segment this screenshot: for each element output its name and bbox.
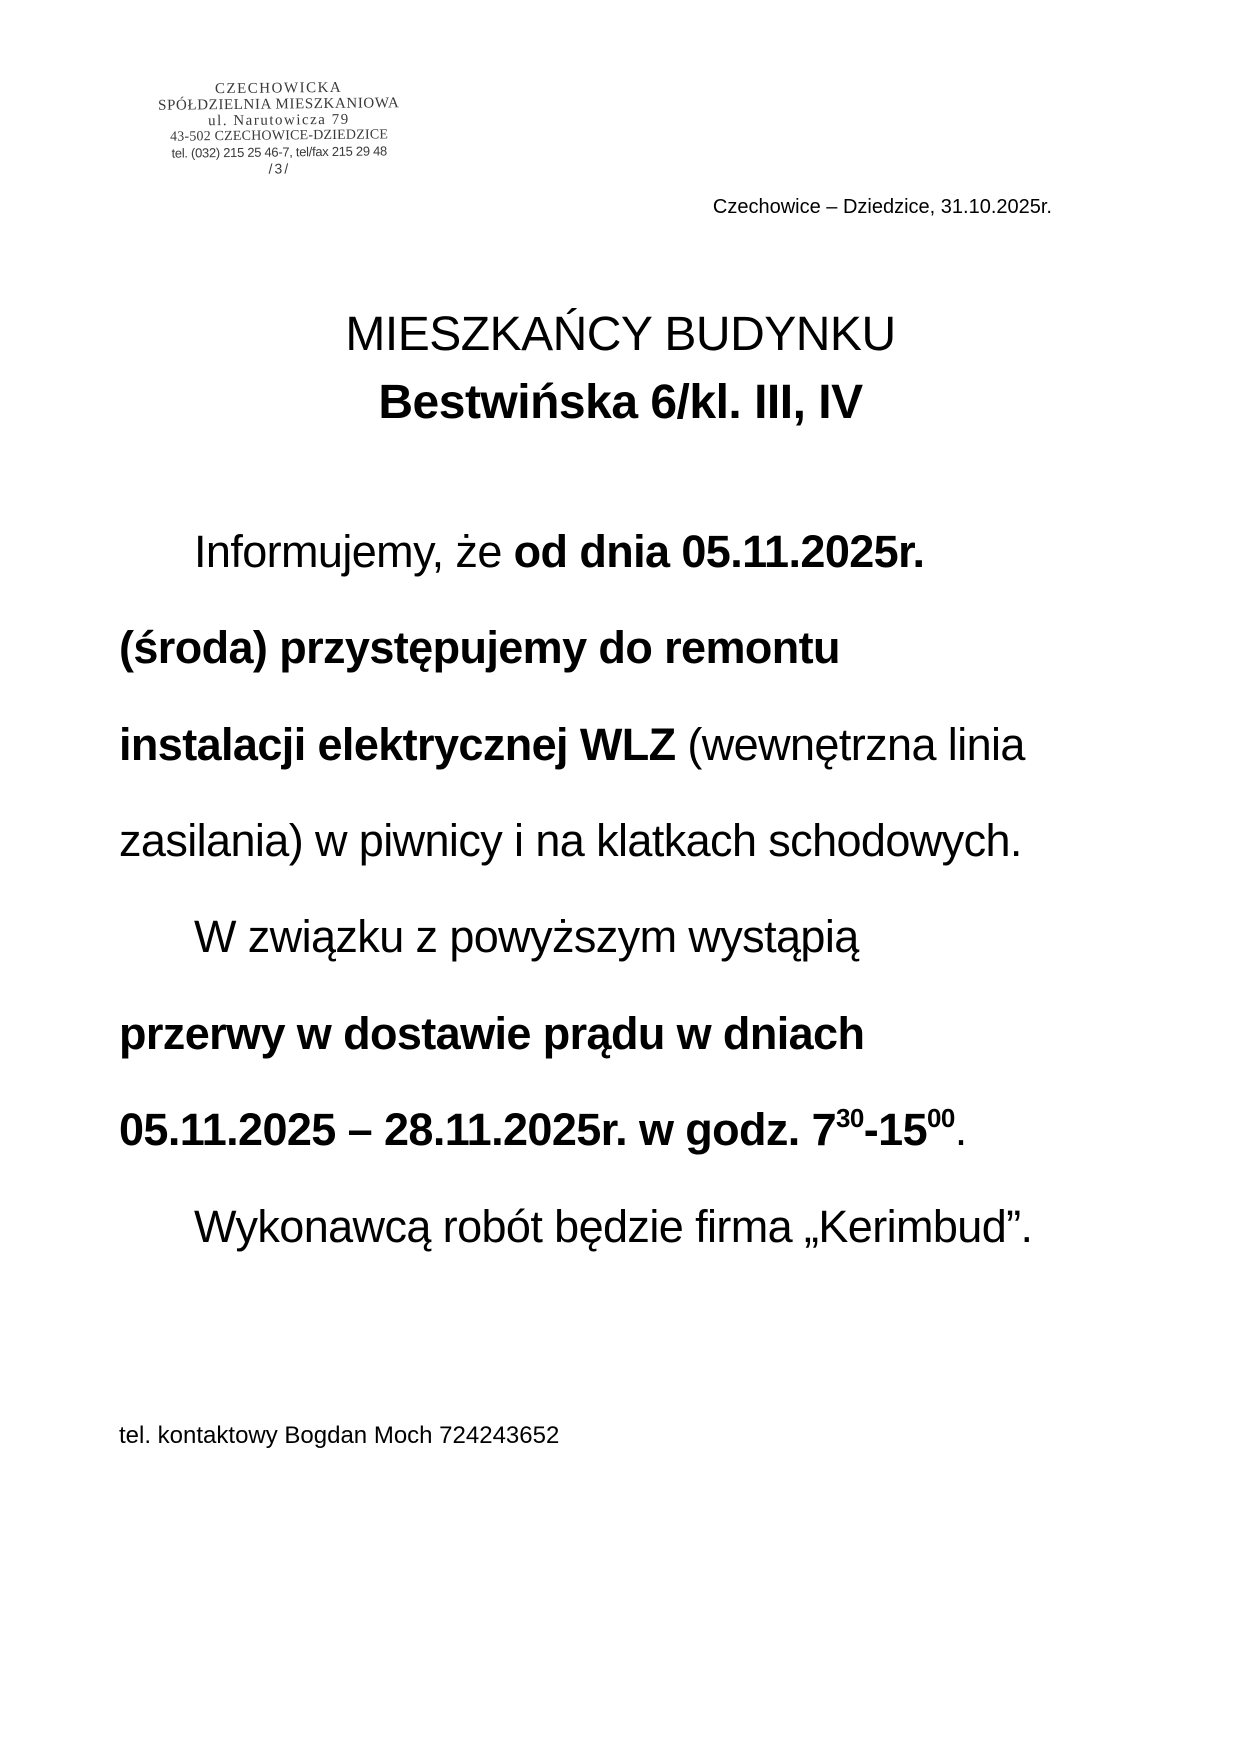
body-line-8 (194, 1201, 1032, 1253)
body-text: (wewnętrzna linia (675, 719, 1025, 770)
body-text-bold: od dnia 05.11.2025r. (513, 526, 925, 577)
hour-superscript-start: 30 (836, 1103, 864, 1133)
body-line-6 (119, 1008, 864, 1060)
body-line-5 (194, 911, 859, 963)
body-text: Wykonawcą robót będzie firma „Kerimbud”. (194, 1201, 1033, 1252)
body-line-4 (119, 815, 1022, 867)
stamp-line-3: ul. Narutowicza 79 (208, 111, 350, 130)
stamp-line-2: SPÓŁDZIELNIA MIESZKANIOWA (158, 95, 400, 114)
contact-phone: tel. kontaktowy Bogdan Moch 724243652 (119, 1422, 560, 1449)
body-text-bold: przerwy w dostawie prądu w dniach (119, 1008, 865, 1059)
document-date: Czechowice – Dziedzice, 31.10.2025r. (712, 196, 1052, 218)
body-text: zasilania) w piwnicy i na klatkach schodowych. (119, 815, 1022, 866)
body-line-2 (119, 622, 840, 674)
body-text: Informujemy, że (194, 526, 514, 577)
body-text-bold: -15 (863, 1104, 928, 1155)
body-line-7 (119, 1104, 967, 1156)
heading-recipients: MIESZKAŃCY BUDYNKU (345, 308, 896, 361)
body-text-bold: (środa) przystępujemy do remontu (119, 622, 840, 673)
body-text: . (954, 1104, 967, 1155)
stamp-line-1: CZECHOWICKA (214, 79, 343, 98)
stamp-line-6: /3/ (268, 160, 291, 177)
heading-address: Bestwińska 6/kl. III, IV (378, 376, 863, 429)
hour-superscript-end: 00 (927, 1103, 955, 1133)
cooperative-stamp (136, 79, 422, 178)
body-text: W związku z powyższym wystąpią (194, 911, 859, 962)
body-line-3 (119, 719, 1025, 771)
body-text-bold: 05.11.2025 – 28.11.2025r. w godz. 7 (119, 1104, 837, 1155)
body-text-bold: instalacji elektrycznej WLZ (119, 719, 676, 770)
body-line-1 (194, 526, 924, 578)
stamp-line-5: tel. (032) 215 25 46-7, tel/fax 215 29 48 (171, 143, 387, 161)
stamp-line-4: 43-502 CZECHOWICE-DZIEDZICE (169, 127, 389, 145)
